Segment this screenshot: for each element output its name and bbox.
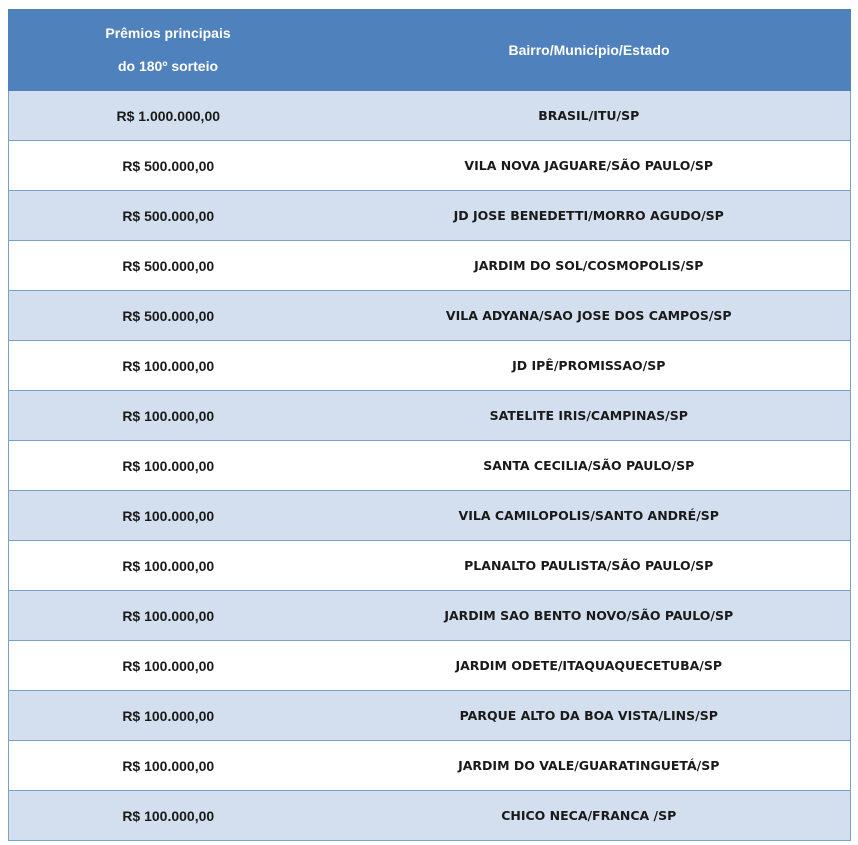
location-cell: SANTA CECILIA/SÃO PAULO/SP	[328, 441, 851, 491]
prize-cell: R$ 100.000,00	[9, 541, 328, 591]
location-cell: JARDIM DO VALE/GUARATINGUETÁ/SP	[328, 741, 851, 791]
location-cell: VILA NOVA JAGUARE/SÃO PAULO/SP	[328, 141, 851, 191]
table-row	[9, 791, 851, 841]
prize-cell: R$ 500.000,00	[9, 291, 328, 341]
location-cell: PLANALTO PAULISTA/SÃO PAULO/SP	[328, 541, 851, 591]
prize-cell: R$ 500.000,00	[9, 191, 328, 241]
table-row	[9, 541, 851, 591]
header-prize-line2: do 180º sorteio	[117, 58, 219, 74]
table-row	[9, 191, 851, 241]
table-header	[9, 9, 851, 91]
prize-cell: R$ 500.000,00	[9, 141, 328, 191]
table-row	[9, 691, 851, 741]
table-body	[9, 91, 851, 841]
location-cell: JARDIM ODETE/ITAQUAQUECETUBA/SP	[328, 641, 851, 691]
location-cell: PARQUE ALTO DA BOA VISTA/LINS/SP	[328, 691, 851, 741]
prize-table-container	[8, 9, 850, 841]
header-location-column: Bairro/Município/Estado	[328, 9, 851, 91]
header-prize-column	[9, 9, 328, 91]
table-row	[9, 391, 851, 441]
prize-cell: R$ 100.000,00	[9, 641, 328, 691]
prize-table	[8, 9, 851, 841]
prize-cell: R$ 1.000.000,00	[9, 91, 328, 141]
table-row	[9, 91, 851, 141]
prize-cell: R$ 100.000,00	[9, 691, 328, 741]
header-row	[9, 9, 851, 91]
prize-cell: R$ 100.000,00	[9, 741, 328, 791]
prize-cell: R$ 100.000,00	[9, 341, 328, 391]
location-cell: JARDIM SAO BENTO NOVO/SÃO PAULO/SP	[328, 591, 851, 641]
table-row	[9, 241, 851, 291]
prize-cell: R$ 100.000,00	[9, 791, 328, 841]
prize-cell: R$ 100.000,00	[9, 391, 328, 441]
prize-cell: R$ 500.000,00	[9, 241, 328, 291]
table-row	[9, 341, 851, 391]
header-prize-line1: Prêmios principais	[105, 25, 231, 41]
prize-cell: R$ 100.000,00	[9, 591, 328, 641]
location-cell: VILA CAMILOPOLIS/SANTO ANDRÉ/SP	[328, 491, 851, 541]
prize-cell: R$ 100.000,00	[9, 441, 328, 491]
table-row	[9, 441, 851, 491]
table-row	[9, 591, 851, 641]
table-row	[9, 741, 851, 791]
location-cell: JD IPÊ/PROMISSAO/SP	[328, 341, 851, 391]
location-cell: VILA ADYANA/SAO JOSE DOS CAMPOS/SP	[328, 291, 851, 341]
table-row	[9, 491, 851, 541]
prize-cell: R$ 100.000,00	[9, 491, 328, 541]
location-cell: CHICO NECA/FRANCA /SP	[328, 791, 851, 841]
location-cell: BRASIL/ITU/SP	[328, 91, 851, 141]
location-cell: SATELITE IRIS/CAMPINAS/SP	[328, 391, 851, 441]
table-row	[9, 291, 851, 341]
table-row	[9, 641, 851, 691]
table-row	[9, 141, 851, 191]
location-cell: JARDIM DO SOL/COSMOPOLIS/SP	[328, 241, 851, 291]
location-cell: JD JOSE BENEDETTI/MORRO AGUDO/SP	[328, 191, 851, 241]
